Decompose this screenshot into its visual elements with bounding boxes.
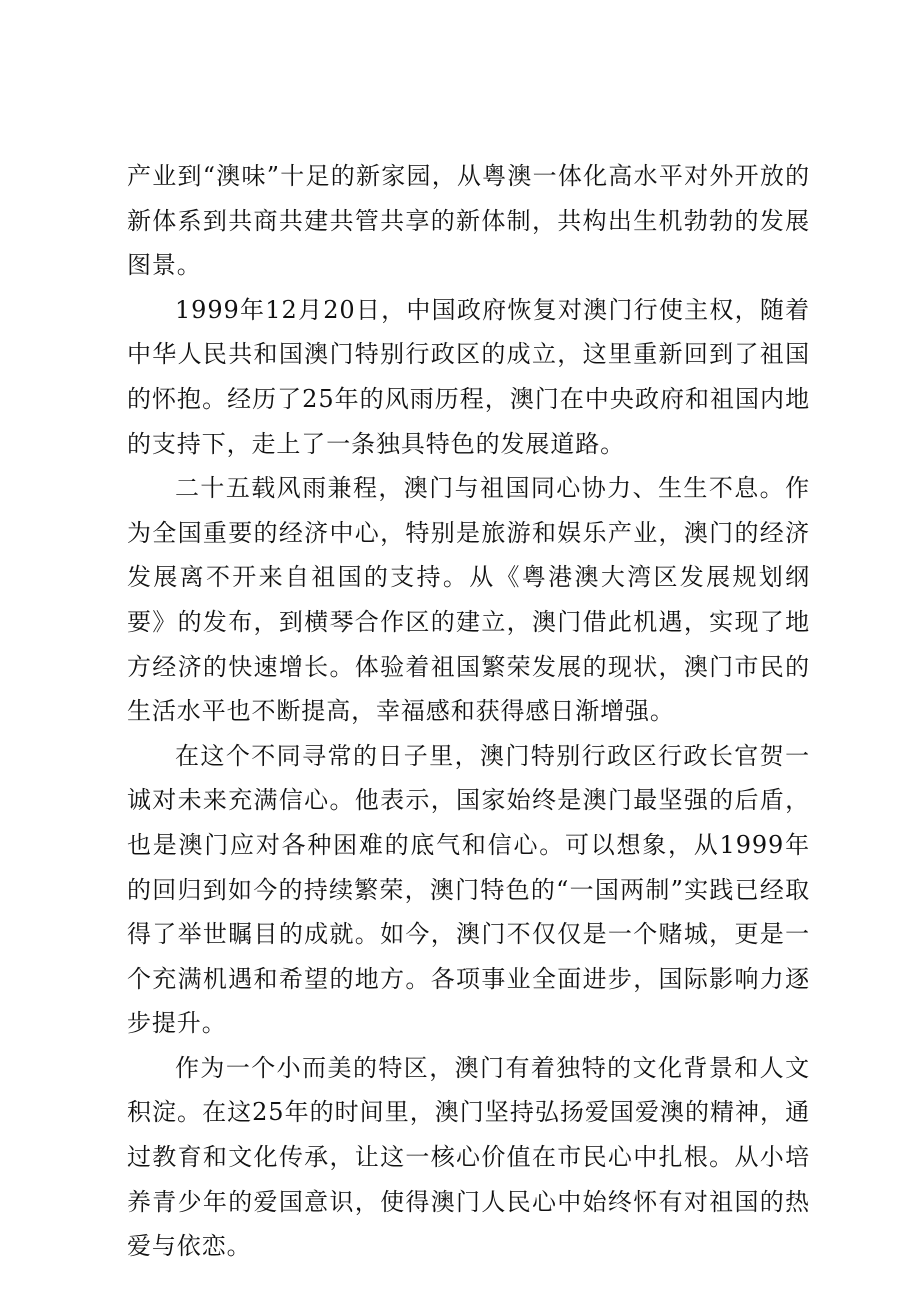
paragraph-economy: 二十五载风雨兼程，澳门与祖国同心协力、生生不息。作为全国重要的经济中心，特别是旅游和娱乐产业，澳门的经济发展离不开来自祖国的支持。从《粤港澳大湾区发展规划纲要》的发布，到横琴合作区的建立，澳门借此机遇，实现了地方经济的快速增长。体验着祖国繁荣发展的现状，澳门市民的生活水平也不断提高，幸福感和获得感日渐增强。	[127, 474, 810, 726]
paragraph-continued: 产业到“澳味”十足的新家园，从粤澳一体化高水平对外开放的新体系到共商共建共管共享的新体制，共构出生机勃勃的发展图景。	[127, 162, 810, 280]
body-text	[127, 154, 810, 1269]
paragraph-handover: 1999年12月20日，中国政府恢复对澳门行使主权，随着中华人民共和国澳门特别行政区的成立，这里重新回到了祖国的怀抱。经历了25年的风雨历程，澳门在中央政府和祖国内地的支持下，走上了一条独具特色的发展道路。	[127, 295, 810, 458]
paragraph-chief-executive: 在这个不同寻常的日子里，澳门特别行政区行政长官贺一诚对未来充满信心。他表示，国家始终是澳门最坚强的后盾，也是澳门应对各种困难的底气和信心。可以想象，从1999年的回归到如今的持续繁荣，澳门特色的“一国两制”实践已经取得了举世瞩目的成就。如今，澳门不仅仅是一个赌城，更是一个充满机遇和希望的地方。各项事业全面进步，国际影响力逐步提升。	[127, 741, 810, 1038]
paragraph-culture: 作为一个小而美的特区，澳门有着独特的文化背景和人文积淀。在这25年的时间里，澳门坚持弘扬爱国爱澳的精神，通过教育和文化传承，让这一核心价值在市民心中扎根。从小培养青少年的爱国意识，使得澳门人民心中始终怀有对祖国的热爱与依恋。	[127, 1053, 810, 1261]
